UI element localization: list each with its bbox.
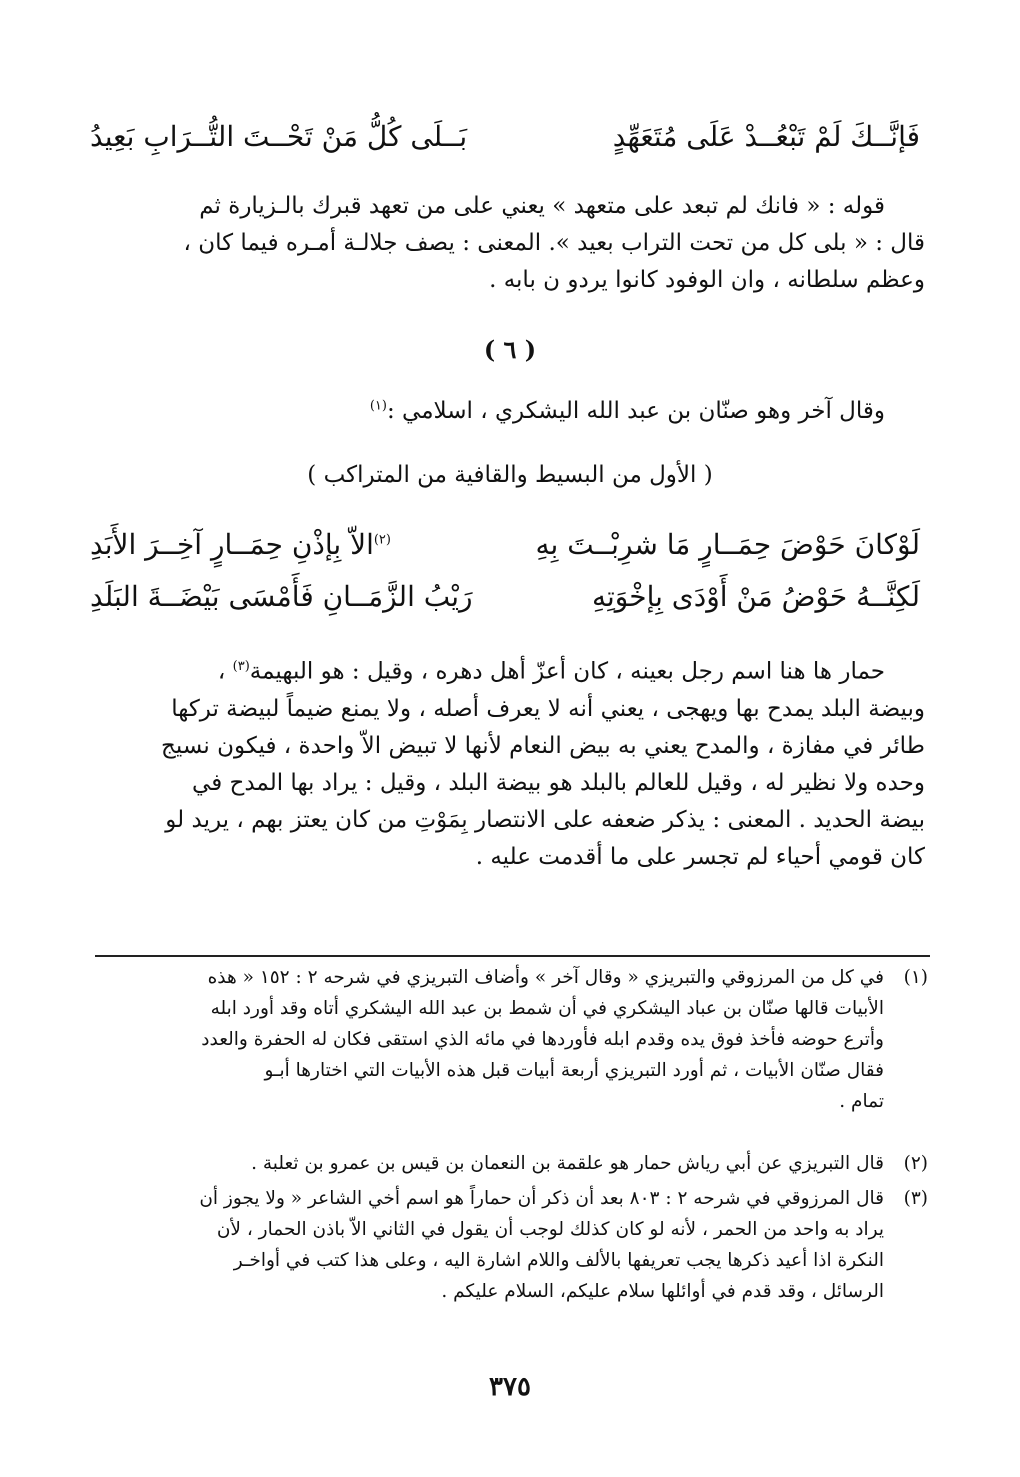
verse-3-hemistich-1: لَكِنَّــهُ حَوْضُ مَنْ أَوْدَى بِإخْوَتِهِ — [592, 580, 920, 613]
verse-line-1 — [90, 120, 920, 164]
verse-2-hemistich-1: لَوْكانَ حَوْضَ حِمَــارٍ مَا شرِبْــتَ بِهِ — [535, 528, 920, 561]
commentary-2-line-text: حمار ها هنا اسم رجل بعينه ، كان أعزّ أهل دهره ، وقيل : هو البهيمة — [249, 658, 885, 685]
verse-2-hemistich-2 — [90, 528, 391, 561]
footnote-ref-1: (١) — [369, 398, 387, 414]
poem-number: ( ٦ ) — [483, 335, 537, 364]
verse-line-2 — [90, 528, 920, 572]
footnote-line: في كل من المرزوقي والتبريزي « وقال آخر » وأضاف التبريزي في شرحه ٢ : ١٥٢ « هذه — [207, 967, 884, 988]
commentary-2-line — [85, 648, 925, 691]
commentary-2-line: وبيضة البلد يمدح بها ويهجى ، يعني أنه لا يعرف أصله ، ولا يمنع ضيماً لبيضة تركها — [171, 695, 925, 722]
verse-2-hemistich-2-text: الاّ بِإذْنِ حِمَــارٍ آخِــرَ الأَبَدِ — [90, 528, 374, 561]
footnote-3 — [83, 1183, 928, 1307]
verse-3-hemistich-2: رَيْبُ الزَّمَــانِ فَأَمْسَى بَيْضَــةَ البَلَدِ — [90, 580, 473, 613]
footnote-ref-3: (٣) — [232, 659, 250, 674]
footnote-2 — [83, 1148, 928, 1179]
footnote-line: النكرة اذا أعيد ذكرها يجب تعريفها بالألف واللام اشارة اليه ، وعلى هذا كتب في أواخـر — [233, 1250, 884, 1271]
page-number: ٣٧٥ — [489, 1372, 531, 1402]
footnote-line: قال التبريزي عن أبي رياش حمار هو علقمة بن النعمان بن قيس بن عمرو بن ثعلبة . — [251, 1153, 884, 1174]
meter-heading: ( الأول من البسيط والقافية من المتراكب ) — [307, 462, 713, 488]
footnote-line: فقال صنّان الأبيات ، ثم أورد التبريزي أربعة أبيات قبل هذه الأبيات التي اختارها أبـو — [264, 1060, 884, 1081]
verse-line-3 — [90, 580, 920, 624]
footnote-number: (٢) — [903, 1153, 928, 1174]
commentary-1-line: قال : « بلى كل من تحت التراب بعيد ». المعنى : يصف جلالـة أمـره فيما كان ، — [183, 230, 925, 256]
footnote-line: يراد به واحد من الحمر ، لأنه لو كان كذلك لوجب أن يقول في الثاني الاّ باذن الحمار ، لأن — [216, 1219, 884, 1240]
verse-1-hemistich-1: فَإنَّــكَ لَمْ تَبْعُــدْ عَلَى مُتَعَهِّدٍ — [612, 120, 920, 153]
commentary-2-line: طائر في مفازة ، والمدح يعني به بيض النعام لأنها لا تبيض الاّ واحدة ، فيكون نسيج — [161, 732, 925, 759]
commentary-paragraph-1 — [85, 188, 925, 299]
commentary-2-line: كان قومي أحياء لم تجسر على ما أقدمت عليه . — [475, 843, 925, 870]
commentary-2-line: وحده ولا نظير له ، وقيل للعالم بالبلد هو بيضة البلد ، وقيل : يراد بها المدح في — [192, 769, 925, 796]
poem-intro-text: وقال آخر وهو صنّان بن عبد الله اليشكري ، اسلامي : — [386, 398, 885, 424]
commentary-1-line: وعظم سلطانه ، وان الوفود كانوا يردو ن بابه . — [489, 267, 925, 293]
footnote-1 — [83, 962, 928, 1117]
footnote-text — [83, 1183, 884, 1307]
footnote-number: (١) — [903, 967, 928, 988]
footnote-ref-2: (٢) — [373, 532, 391, 548]
footnote-text — [83, 1148, 884, 1179]
footnote-text — [83, 962, 884, 1117]
footnote-separator — [95, 955, 930, 957]
footnote-number: (٣) — [903, 1188, 928, 1209]
commentary-paragraph-2 — [85, 648, 925, 876]
commentary-2-line-end: ، — [217, 658, 233, 685]
footnote-line: الأبيات قالها صنّان بن عباد اليشكري في أن شمط بن عبد الله اليشكري أتاه وقد أورد ابله — [210, 998, 884, 1019]
commentary-1-line: قوله : « فانك لم تبعد على متعهد » يعني على من تعهد قبرك بالـزيارة ثم — [199, 193, 885, 219]
footnote-line: قال المرزوقي في شرحه ٢ : ٨٠٣ بعد أن ذكر أن حماراً هو اسم أخي الشاعر « ولا يجوز أن — [199, 1188, 884, 1209]
footnote-line: الرسائل ، وقد قدم في أوائلها سلام عليكم، السلام عليكم . — [441, 1281, 884, 1302]
footnote-line: وأترع حوضه فأخذ فوق يده وقدم ابله فأوردها في مائه الذي استقى فكان له الحفرة والعدد — [201, 1029, 884, 1050]
commentary-2-line: بيضة الحديد . المعنى : يذكر ضعفه على الانتصار بِمَوْتِ من كان يعتز بهم ، يريد لو — [165, 806, 925, 833]
poem-intro — [85, 398, 925, 424]
footnote-line: تمام . — [839, 1091, 884, 1112]
verse-1-hemistich-2: بَــلَى كُلُّ مَنْ تَحْــتَ التُّــرَابِ بَعِيدُ — [90, 120, 468, 153]
